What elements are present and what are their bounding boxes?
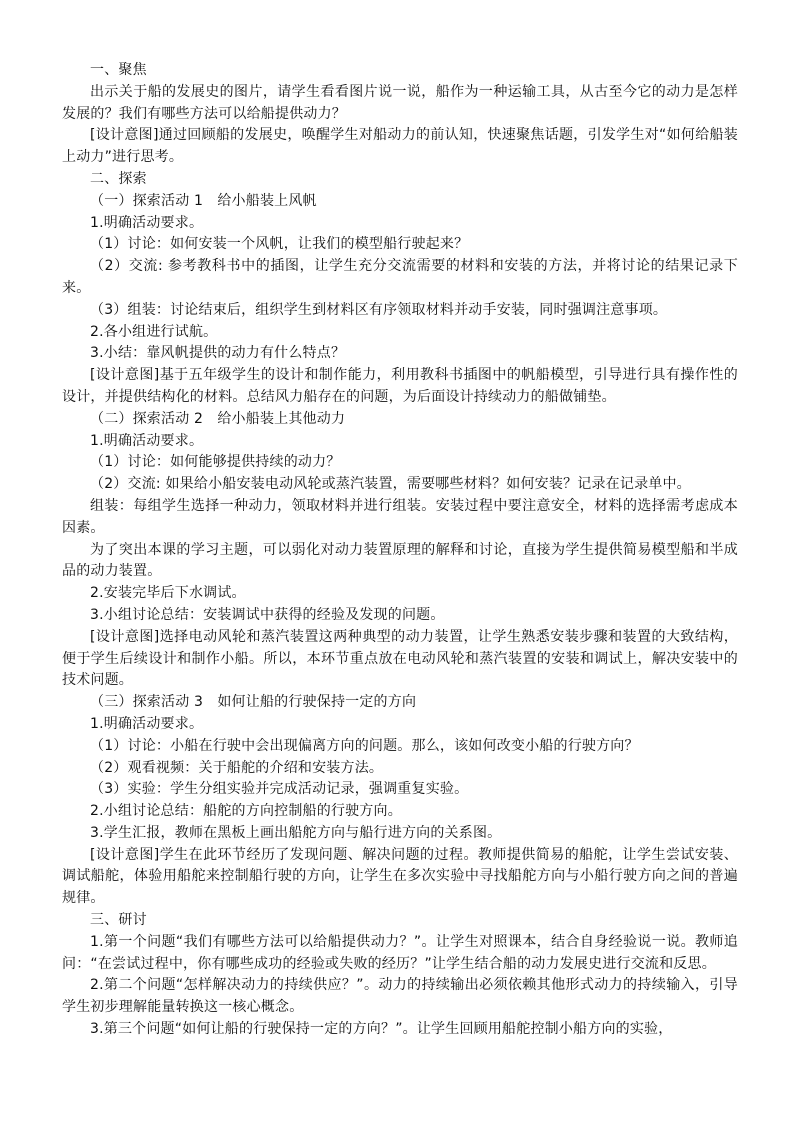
design-intent-paragraph: [设计意图]通过回顾船的发展史，唤醒学生对船动力的前认知，快速聚焦话题，引发学生对“如何给船装上动力”进行思考。 (62, 127, 738, 166)
paragraph: 1.第一个问题“我们有哪些方法可以给船提供动力？”。让学生对照课本，结合自身经验说一说。教师追问：“在尝试过程中，你有哪些成功的经验或失败的经历？”让学生结合船的动力发展史进行交流和反思。 (62, 933, 738, 972)
paragraph: （2）观看视频：关于船舵的介绍和安装方法。 (90, 759, 384, 776)
paragraph: 3.学生汇报，教师在黑板上画出船舵方向与船行进方向的关系图。 (90, 824, 502, 841)
activity-heading-3: （三）探索活动 3 如何让船的行驶保持一定的方向 (90, 694, 417, 711)
design-intent-paragraph: [设计意图]学生在此环节经历了发现问题、解决问题的过程。教师提供简易的船舵，让学生尝试安装、调试船舵，体验用船舵来控制船行驶的方向，让学生在多次实验中寻找船舵方向与小船行驶方向之间的普遍规律。 (62, 846, 738, 907)
paragraph: （2）交流: 如果给小船安装电动风轮或蒸汽装置，需要哪些材料？如何安装？记录在记录单中。 (90, 476, 691, 493)
paragraph: 组装：每组学生选择一种动力，领取材料并进行组装。安装过程中要注意安全，材料的选择需考虑成本因素。 (62, 497, 738, 536)
paragraph: （2）交流: 参考教科书中的插图，让学生充分交流需要的材料和安装的方法，并将讨论的结果记录下来。 (62, 258, 738, 296)
document-page (62, 60, 738, 1041)
paragraph: 2.第二个问题“怎样解决动力的持续供应？”。动力的持续输出必须依赖其他形式动力的持续输入，引导学生初步理解能量转换这一核心概念。 (62, 977, 738, 1016)
paragraph: 2.小组讨论总结：船舵的方向控制船的行驶方向。 (90, 803, 402, 820)
paragraph: 1.明确活动要求。 (90, 715, 204, 732)
paragraph: （1）讨论：小船在行驶中会出现偏离方向的问题。那么，该如何改变小船的行驶方向？ (90, 737, 639, 754)
paragraph: 1.明确活动要求。 (90, 432, 204, 449)
paragraph: 3.小组讨论总结：安装调试中获得的经验及发现的问题。 (90, 606, 445, 623)
paragraph: （1）讨论：如何安装一个风帆，让我们的模型船行驶起来？ (90, 236, 469, 253)
activity-heading-1: （一）探索活动 1 给小船装上风帆 (90, 192, 317, 209)
paragraph: 2.各小组进行试航。 (90, 323, 218, 340)
section-heading-focus: 一、聚焦 (90, 62, 147, 78)
paragraph: （3）组装：讨论结束后，组织学生到材料区有序领取材料并动手安装，同时强调注意事项。 (90, 301, 668, 318)
section-heading-explore: 二、探索 (90, 170, 147, 187)
paragraph: 1.明确活动要求。 (90, 214, 204, 231)
activity-heading-2: （二）探索活动 2 给小船装上其他动力 (90, 410, 346, 427)
paragraph: 为了突出本课的学习主题，可以弱化对动力装置原理的解释和讨论，直接为学生提供简易模型船和半成品的动力装置。 (62, 541, 738, 580)
paragraph: （3）实验：学生分组实验并完成活动记录，强调重复实验。 (90, 781, 469, 798)
design-intent-paragraph: [设计意图]基于五年级学生的设计和制作能力，利用教科书插图中的帆船模型，引导进行具有操作性的设计，并提供结构化的材料。总结风力船存在的问题，为后面设计持续动力的船做铺垫。 (62, 367, 738, 405)
section-heading-discussion: 三、研讨 (90, 912, 147, 929)
paragraph: 出示关于船的发展史的图片，请学生看看图片说一说，船作为一种运输工具，从古至今它的动力是怎样发展的？我们有哪些方法可以给船提供动力？ (62, 83, 738, 122)
paragraph: 2.安装完毕后下水调试。 (90, 585, 246, 602)
paragraph: 3.第三个问题“如何让船的行驶保持一定的方向？”。让学生回顾用船舵控制小船方向的实验， (90, 1021, 673, 1038)
paragraph: 3.小结：靠风帆提供的动力有什么特点？ (90, 345, 346, 362)
paragraph: （1）讨论：如何能够提供持续的动力？ (90, 454, 341, 471)
design-intent-paragraph: [设计意图]选择电动风轮和蒸汽装置这两种典型的动力装置，让学生熟悉安装步骤和装置的大致结构，便于学生后续设计和制作小船。所以，本环节重点放在电动风轮和蒸汽装置的安装和调试上，解决安装中的技术问题。 (62, 628, 738, 689)
